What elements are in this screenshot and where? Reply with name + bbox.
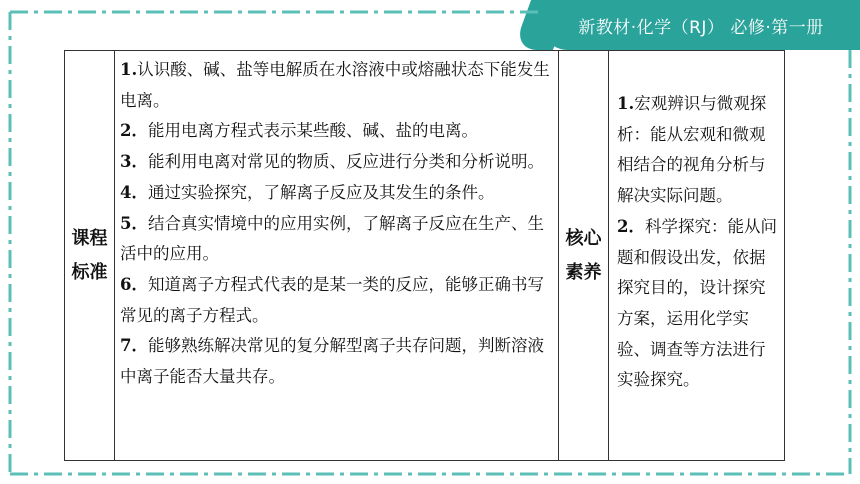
- right-header-line-2: 素养: [565, 261, 602, 283]
- standard-item: 2．能用电离方程式表示某些酸、碱、盐的电离。: [120, 121, 478, 141]
- literacy-item: 2．科学探究：能从问题和假设出发，依据探究目的，设计探究方案，运用化学实验、调查等方法进行实验探究。: [617, 216, 777, 390]
- left-header-line-1: 课程: [71, 227, 108, 249]
- standards-cell: [115, 51, 559, 461]
- curriculum-table: [64, 50, 785, 461]
- right-header-cell: [559, 51, 609, 461]
- left-header-cell: [65, 51, 115, 461]
- literacy-item: 1.宏观辨识与微观探析：能从宏观和微观相结合的视角分析与解决实际问题。: [617, 94, 767, 206]
- left-header-line-2: 标准: [71, 261, 108, 283]
- header-badge: [540, 0, 860, 50]
- standard-item: 6．知道离子方程式代表的是某一类的反应，能够正确书写常见的离子方程式。: [120, 274, 544, 325]
- standard-item: 5．结合真实情境中的应用实例，了解离子反应在生产、生活中的应用。: [120, 213, 544, 264]
- right-header-line-1: 核心: [565, 227, 602, 249]
- standard-item: 3．能利用电离对常见的物质、反应进行分类和分析说明。: [120, 152, 544, 172]
- header-badge-text: 新教材·化学（RJ） 必修·第一册: [578, 17, 824, 38]
- standard-item: 7．能够熟练解决常见的复分解型离子共存问题，判断溶液中离子能否大量共存。: [120, 336, 544, 387]
- standard-item: 4．通过实验探究，了解离子反应及其发生的条件。: [120, 182, 495, 202]
- literacy-cell: [609, 51, 785, 461]
- standard-item: 1.认识酸、碱、盐等电解质在水溶液中或熔融状态下能发生电离。: [120, 60, 550, 110]
